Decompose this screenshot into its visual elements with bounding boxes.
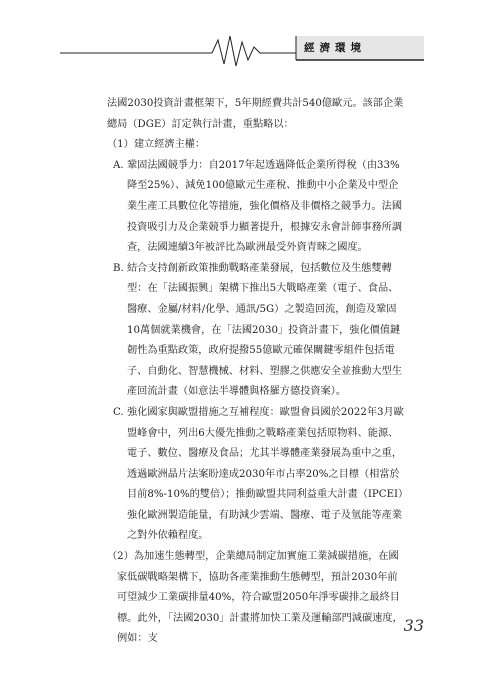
section-title: 經濟環境 — [304, 42, 366, 54]
page-body — [107, 94, 407, 650]
list-item-a — [107, 156, 407, 259]
list-item-label: A. — [113, 159, 124, 171]
list-item-c — [107, 403, 407, 547]
header-heartbeat-line — [0, 0, 480, 80]
section-1-title: （1）建立經濟主權： — [107, 139, 206, 151]
page-number: 33 — [403, 616, 424, 635]
list-item-label: C. — [113, 406, 124, 418]
section-2-paragraph: （2）為加速生態轉型，企業總局制定加實施工業減碳措施，在國家低碳戰略架構下，協助各產業推動生態轉型，預計2030年前可望減少工業碳排量40%，符合歐盟2050年淨零碳排之最終目標。此外，「法國2030」計畫將加快工業及運輸部門減碳速度，例如：支 — [107, 551, 403, 645]
list-item-text: 鞏固法國競爭力：自2017年起透過降低企業所得稅（由33%降至25%）、減免100億歐元生產稅、推動中小企業及中型企業生產工具數位化等措施，強化價格及非價格之競爭力。法國投資吸引力及企業競爭力顯著提升，根據安永會計師事務所調查，法國連續3年被評比為歐洲最受外資青睞之國度。 — [127, 159, 403, 254]
intro-paragraph: 法國2030投資計畫框架下，5年期經費共計540億歐元。該部企業總局（DGE）訂定執行計畫，重點略以： — [107, 98, 404, 130]
list-item-label: B. — [113, 262, 124, 274]
page-header — [0, 0, 480, 80]
list-item-b — [107, 259, 407, 403]
list-item-text: 結合支持創新政策推動戰略產業發展，包括數位及生態雙轉型：在「法國振興」架構下推出5大戰略產業（電子、食品、醫療、金屬/材料/化學、通訊/5G）之製造回流，創造及鞏固10萬個就業機會，在「法國2030」投資計畫下，強化價值鏈韌性為重點政策，政府提撥55億歐元確保關鍵零組件包括電子、自動化、智慧機械、材料、塑膠之供應安全並推動大型生產回流計畫（如意法半導體與格羅方德投資案）。 — [127, 262, 403, 398]
list-item-text: 強化國家與歐盟措施之互補程度：歐盟會員國於2022年3月歐盟峰會中，列出6大優先推動之戰略產業包括原物料、能源、電子、數位、醫療及食品；尤其半導體產業發展為重中之重，透過歐洲晶片法案盼達成2030年市占率20%之目標（相當於目前8%-10%的雙倍）；推動歐盟共同利益重大計畫（IPCEI）強化歐洲製造能量，有助減少雲端、醫療、電子及氫能等產業之對外依賴程度。 — [127, 406, 404, 542]
